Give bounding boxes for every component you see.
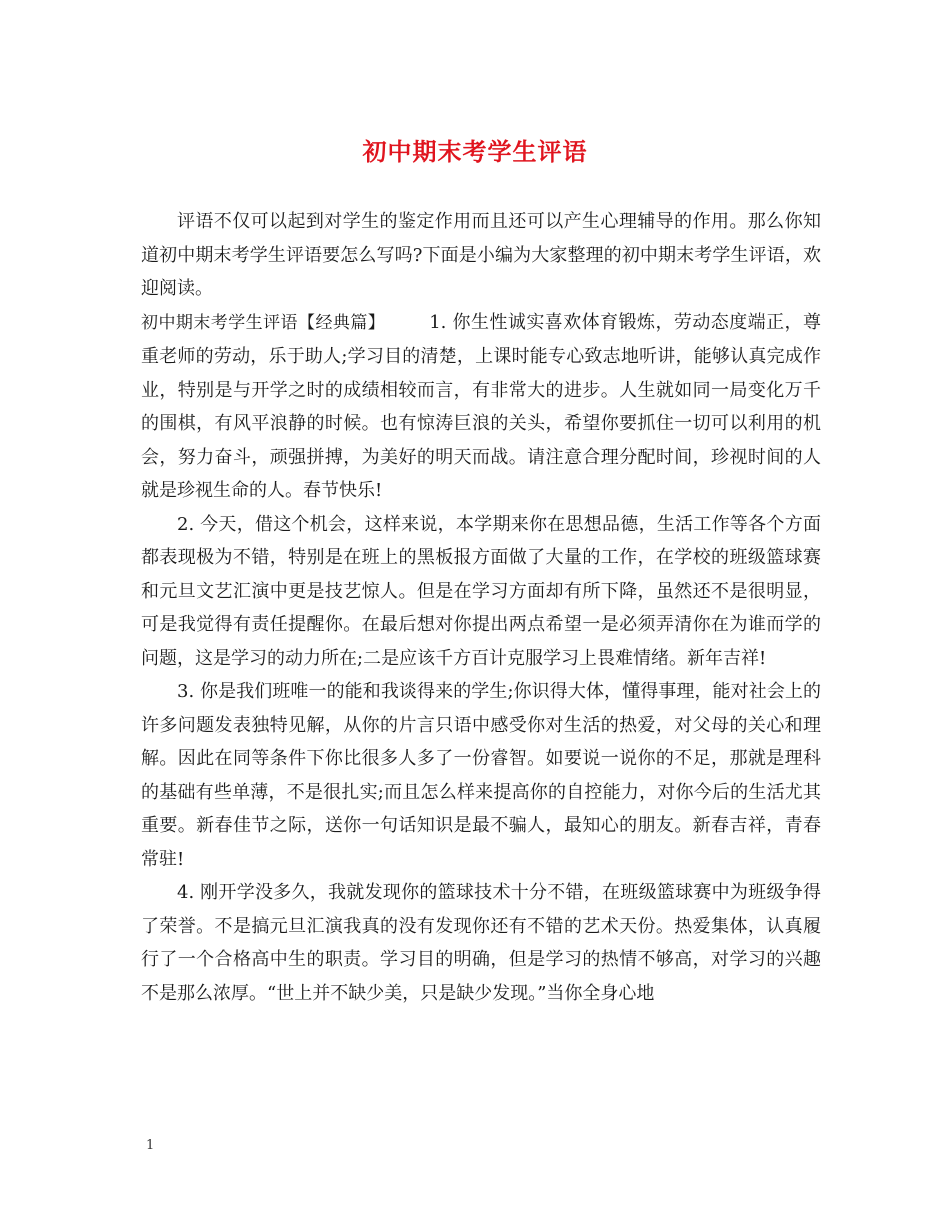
intro-paragraph: 评语不仅可以起到对学生的鉴定作用而且还可以产生心理辅导的作用。那么你知道初中期末考学生评语要怎么写吗?下面是小编为大家整理的初中期末考学生评语，欢迎阅读。 (141, 211, 821, 299)
document-title: 初中期末考学生评语 (362, 137, 588, 166)
item-paragraph-3: 3. 你是我们班唯一的能和我谈得来的学生;你识得大体，懂得事理，能对社会上的许多问题发表独特见解，从你的片言只语中感受你对生活的热爱，对父母的关心和理解。因此在同等条件下你比很多人多了一份睿智。如要说一说你的不足，那就是理科的基础有些单薄，不是很扎实;而且怎么样来提高你的自控能力，对你今后的生活尤其重要。新春佳节之际，送你一句话知识是最不骗人，最知心的朋友。新春吉祥，青春常驻! (141, 681, 821, 870)
section-heading: 初中期末考学生评语【经典篇】 (141, 312, 386, 333)
item-paragraph-4: 4. 刚开学没多久，我就发现你的篮球技术十分不错，在班级篮球赛中为班级争得了荣誉。不是搞元旦汇演我真的没有发现你还有不错的艺术天份。热爱集体，认真履行了一个合格高中生的职责。学习目的明确，但是学习的热情不够高，对学习的兴趣不是那么浓厚。“世上并不缺少美，只是缺少发现。”当你全身心地 (141, 882, 821, 1004)
item-paragraph-2: 2. 今天，借这个机会，这样来说，本学期来你在思想品德，生活工作等各个方面都表现极为不错，特别是在班上的黑板报方面做了大量的工作，在学校的班级篮球赛和元旦文艺汇演中更是技艺惊人。但是在学习方面却有所下降，虽然还不是很明显，可是我觉得有责任提醒你。在最后想对你提出两点希望一是必须弄清你在为谁而学的问题，这是学习的动力所在;二是应该千方百计克服学习上畏难情绪。新年吉祥! (141, 513, 821, 669)
item-text-1: 1. 你生性诚实喜欢体育锻炼，劳动态度端正，尊重老师的劳动，乐于助人;学习目的清楚，上课时能专心致志地听讲，能够认真完成作业，特别是与开学之时的成绩相较而言，有非常大的进步。人生就如同一局变化万千的围棋，有风平浪静的时候。也有惊涛巨浪的关头，希望你要抓住一切可以利用的机会，努力奋斗，顽强拼搏，为美好的明天而战。请注意合理分配时间，珍视时间的人就是珍视生命的人。春节快乐! (141, 311, 821, 501)
item-paragraph-1 (141, 306, 821, 508)
document-body (141, 205, 821, 1010)
page-number: 1 (146, 1138, 155, 1153)
